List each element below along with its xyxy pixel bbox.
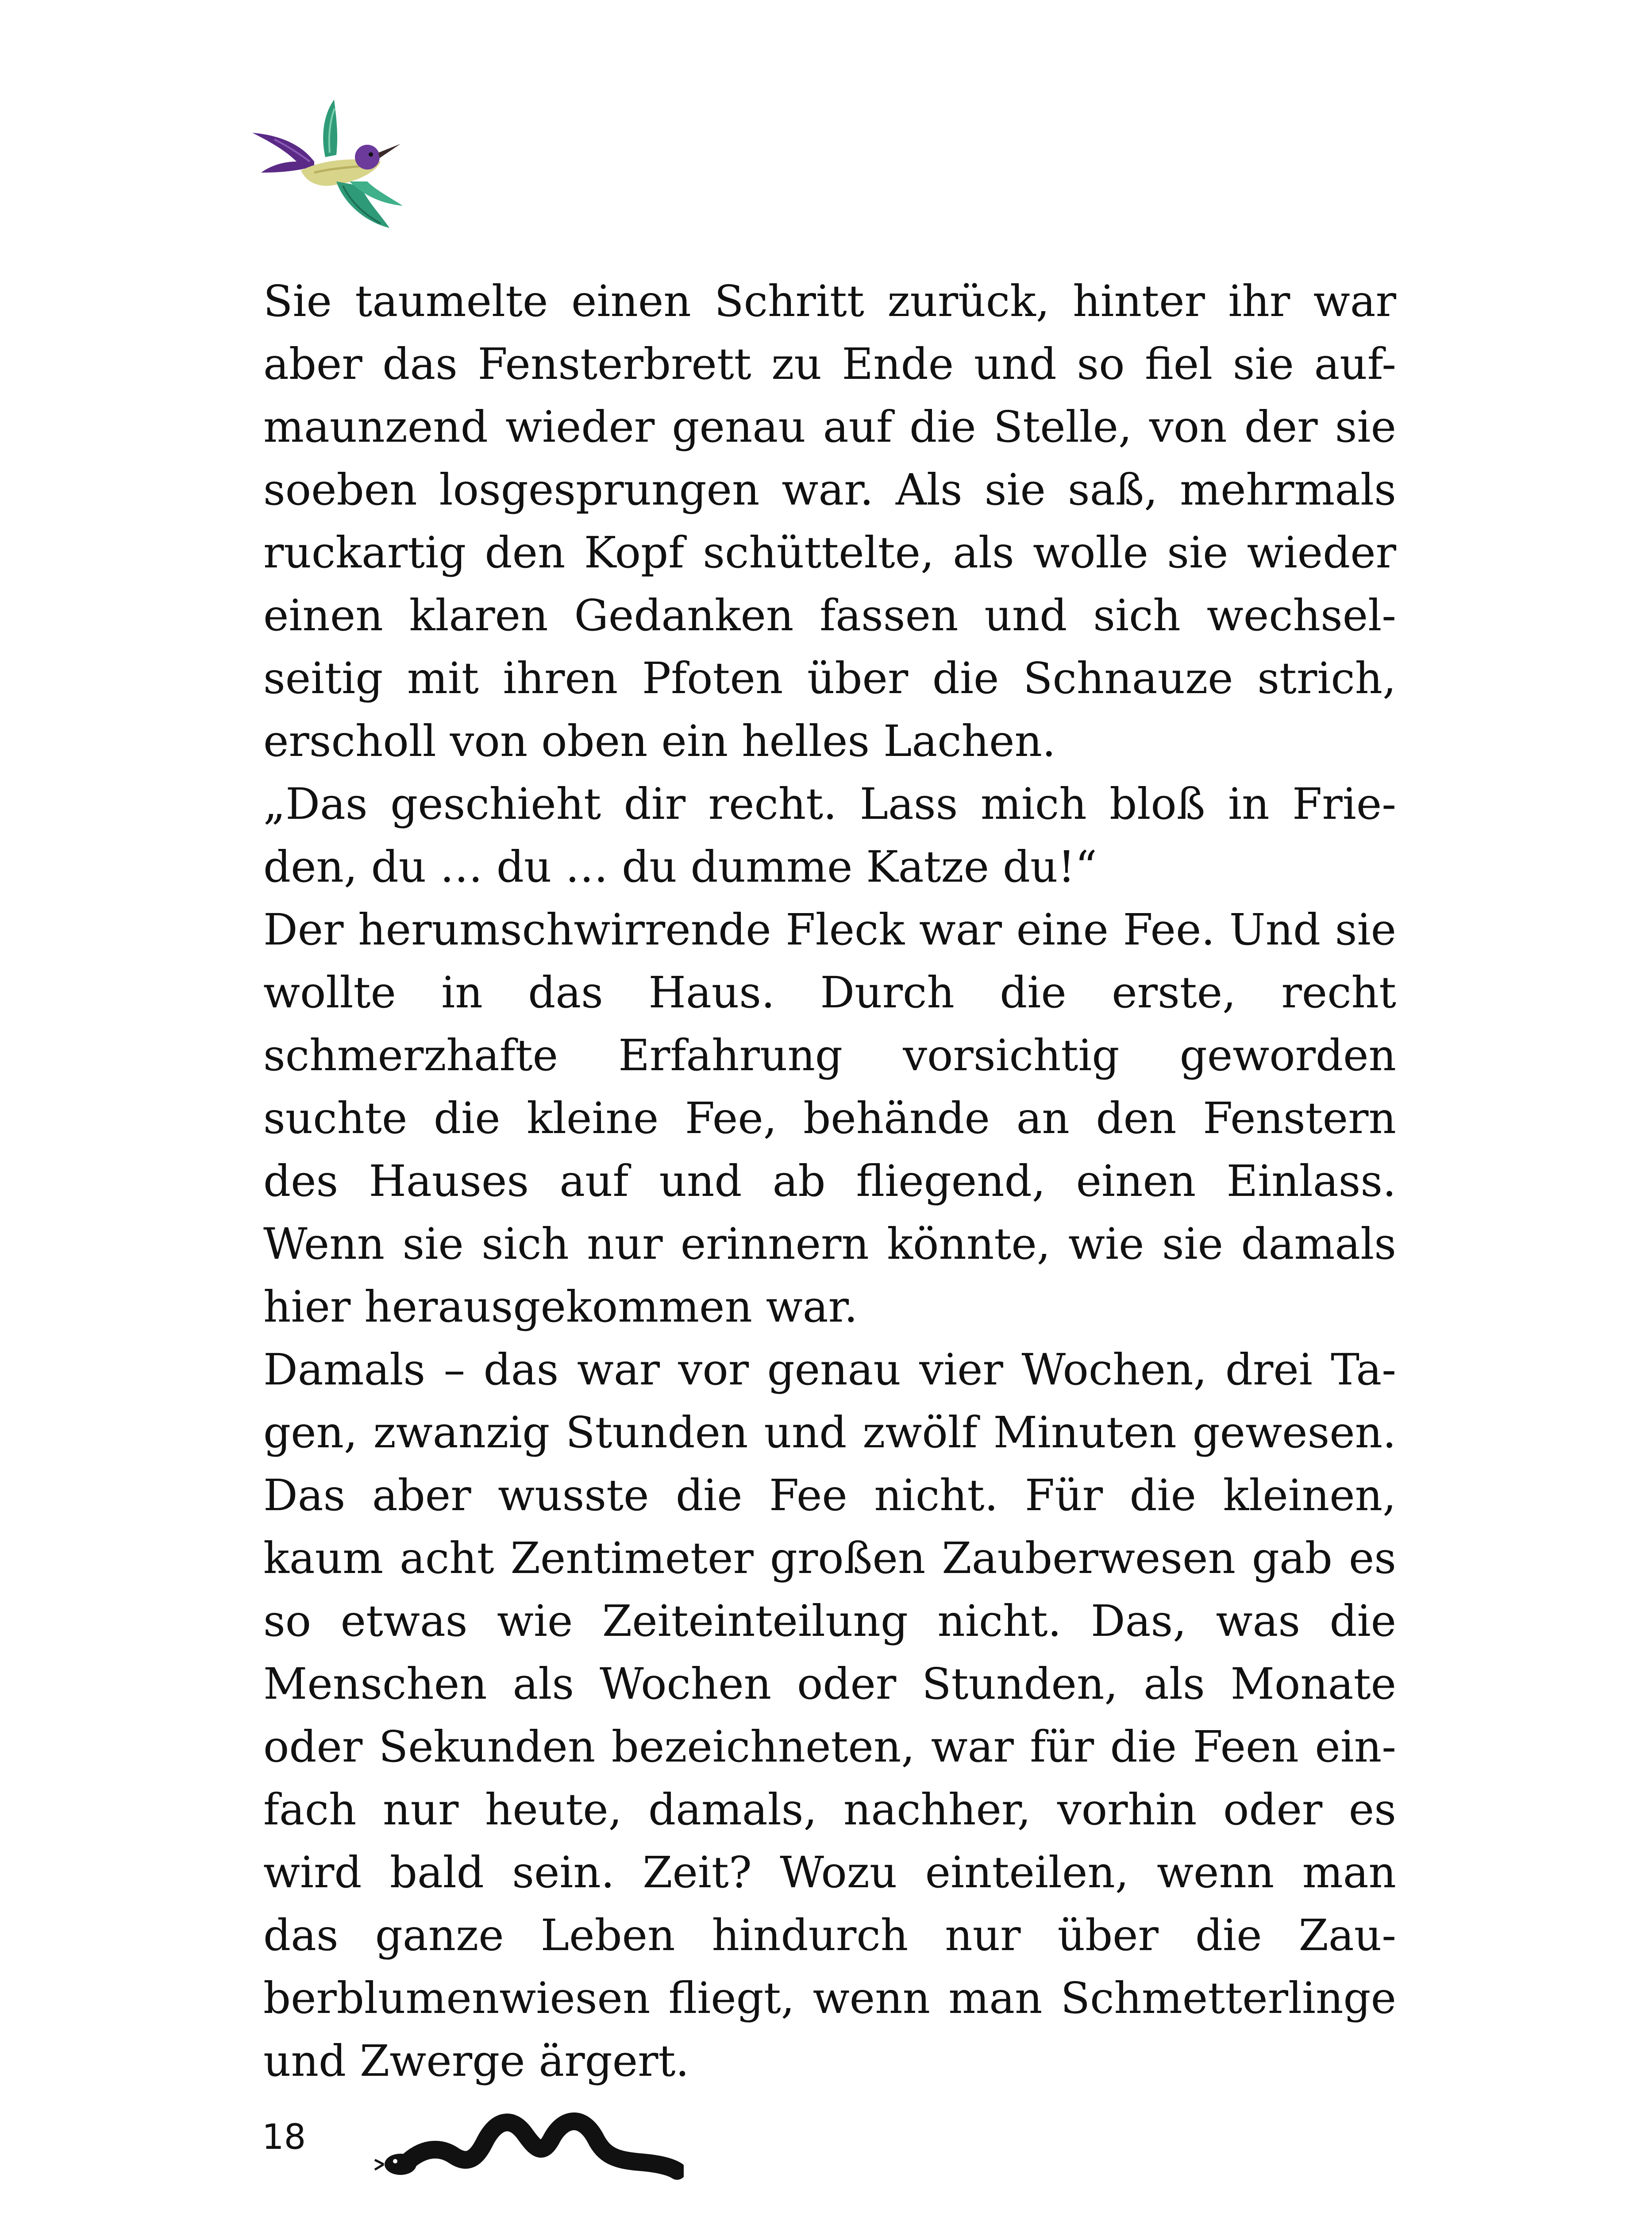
text-line: und Zwerge ärgert. — [263, 2036, 689, 2086]
text-line: Der herumschwirrende Fleck war eine Fee. Und sie — [263, 905, 1396, 955]
text-line: gen, zwanzig Stunden und zwölf Minuten gewesen. — [263, 1407, 1396, 1457]
text-line: aber das Fensterbrett zu Ende und so fiel sie auf- — [263, 339, 1396, 389]
text-line: ruckartig den Kopf schüttelte, als wolle sie wieder — [263, 528, 1396, 578]
text-line: Wenn sie sich nur erinnern könnte, wie sie damals — [263, 1219, 1396, 1269]
snake-icon — [374, 2098, 684, 2186]
text-line: oder Sekunden bezeichneten, war für die Feen ein- — [263, 1722, 1396, 1772]
text-line: einen klaren Gedanken fassen und sich wechsel- — [263, 590, 1396, 640]
text-line: so etwas wie Zeiteinteilung nicht. Das, was die — [263, 1596, 1396, 1646]
page-number: 18 — [262, 2117, 306, 2157]
text-line: Menschen als Wochen oder Stunden, als Monate — [263, 1659, 1396, 1709]
body-text — [263, 270, 1396, 2093]
text-line: soeben losgesprungen war. Als sie saß, mehrmals — [263, 465, 1396, 515]
text-line: kaum acht Zentimeter großen Zauberwesen gab es — [263, 1533, 1396, 1583]
text-line: berblumenwiesen fliegt, wenn man Schmetterlinge — [263, 1973, 1396, 2023]
text-line: hier herausgekommen war. — [263, 1282, 858, 1332]
text-line: wird bald sein. Zeit? Wozu einteilen, wenn man — [263, 1847, 1396, 1897]
text-line: den, du … du … du dumme Katze du!“ — [263, 842, 1097, 892]
text-line: „Das geschieht dir recht. Lass mich bloß in Frie- — [263, 779, 1396, 829]
text-line: schmerzhafte Erfahrung vorsichtig geworden — [263, 1030, 1396, 1080]
text-line: suchte die kleine Fee, behände an den Fenstern — [263, 1093, 1396, 1143]
hummingbird-icon — [248, 95, 407, 232]
text-line: Damals – das war vor genau vier Wochen, drei Ta- — [263, 1345, 1396, 1395]
text-line: Sie taumelte einen Schritt zurück, hinter ihr war — [263, 276, 1396, 326]
text-line: erscholl von oben ein helles Lachen. — [263, 716, 1056, 766]
text-line: maunzend wieder genau auf die Stelle, von der sie — [263, 402, 1396, 452]
text-line: Das aber wusste die Fee nicht. Für die kleinen, — [263, 1470, 1396, 1520]
text-line: das ganze Leben hindurch nur über die Zau- — [263, 1910, 1396, 1960]
text-line: wollte in das Haus. Durch die erste, recht — [263, 968, 1396, 1018]
text-line: des Hauses auf und ab fliegend, einen Einlass. — [263, 1156, 1396, 1206]
text-line: seitig mit ihren Pfoten über die Schnauze strich, — [263, 653, 1396, 703]
text-line: fach nur heute, damals, nachher, vorhin oder es — [263, 1785, 1396, 1835]
